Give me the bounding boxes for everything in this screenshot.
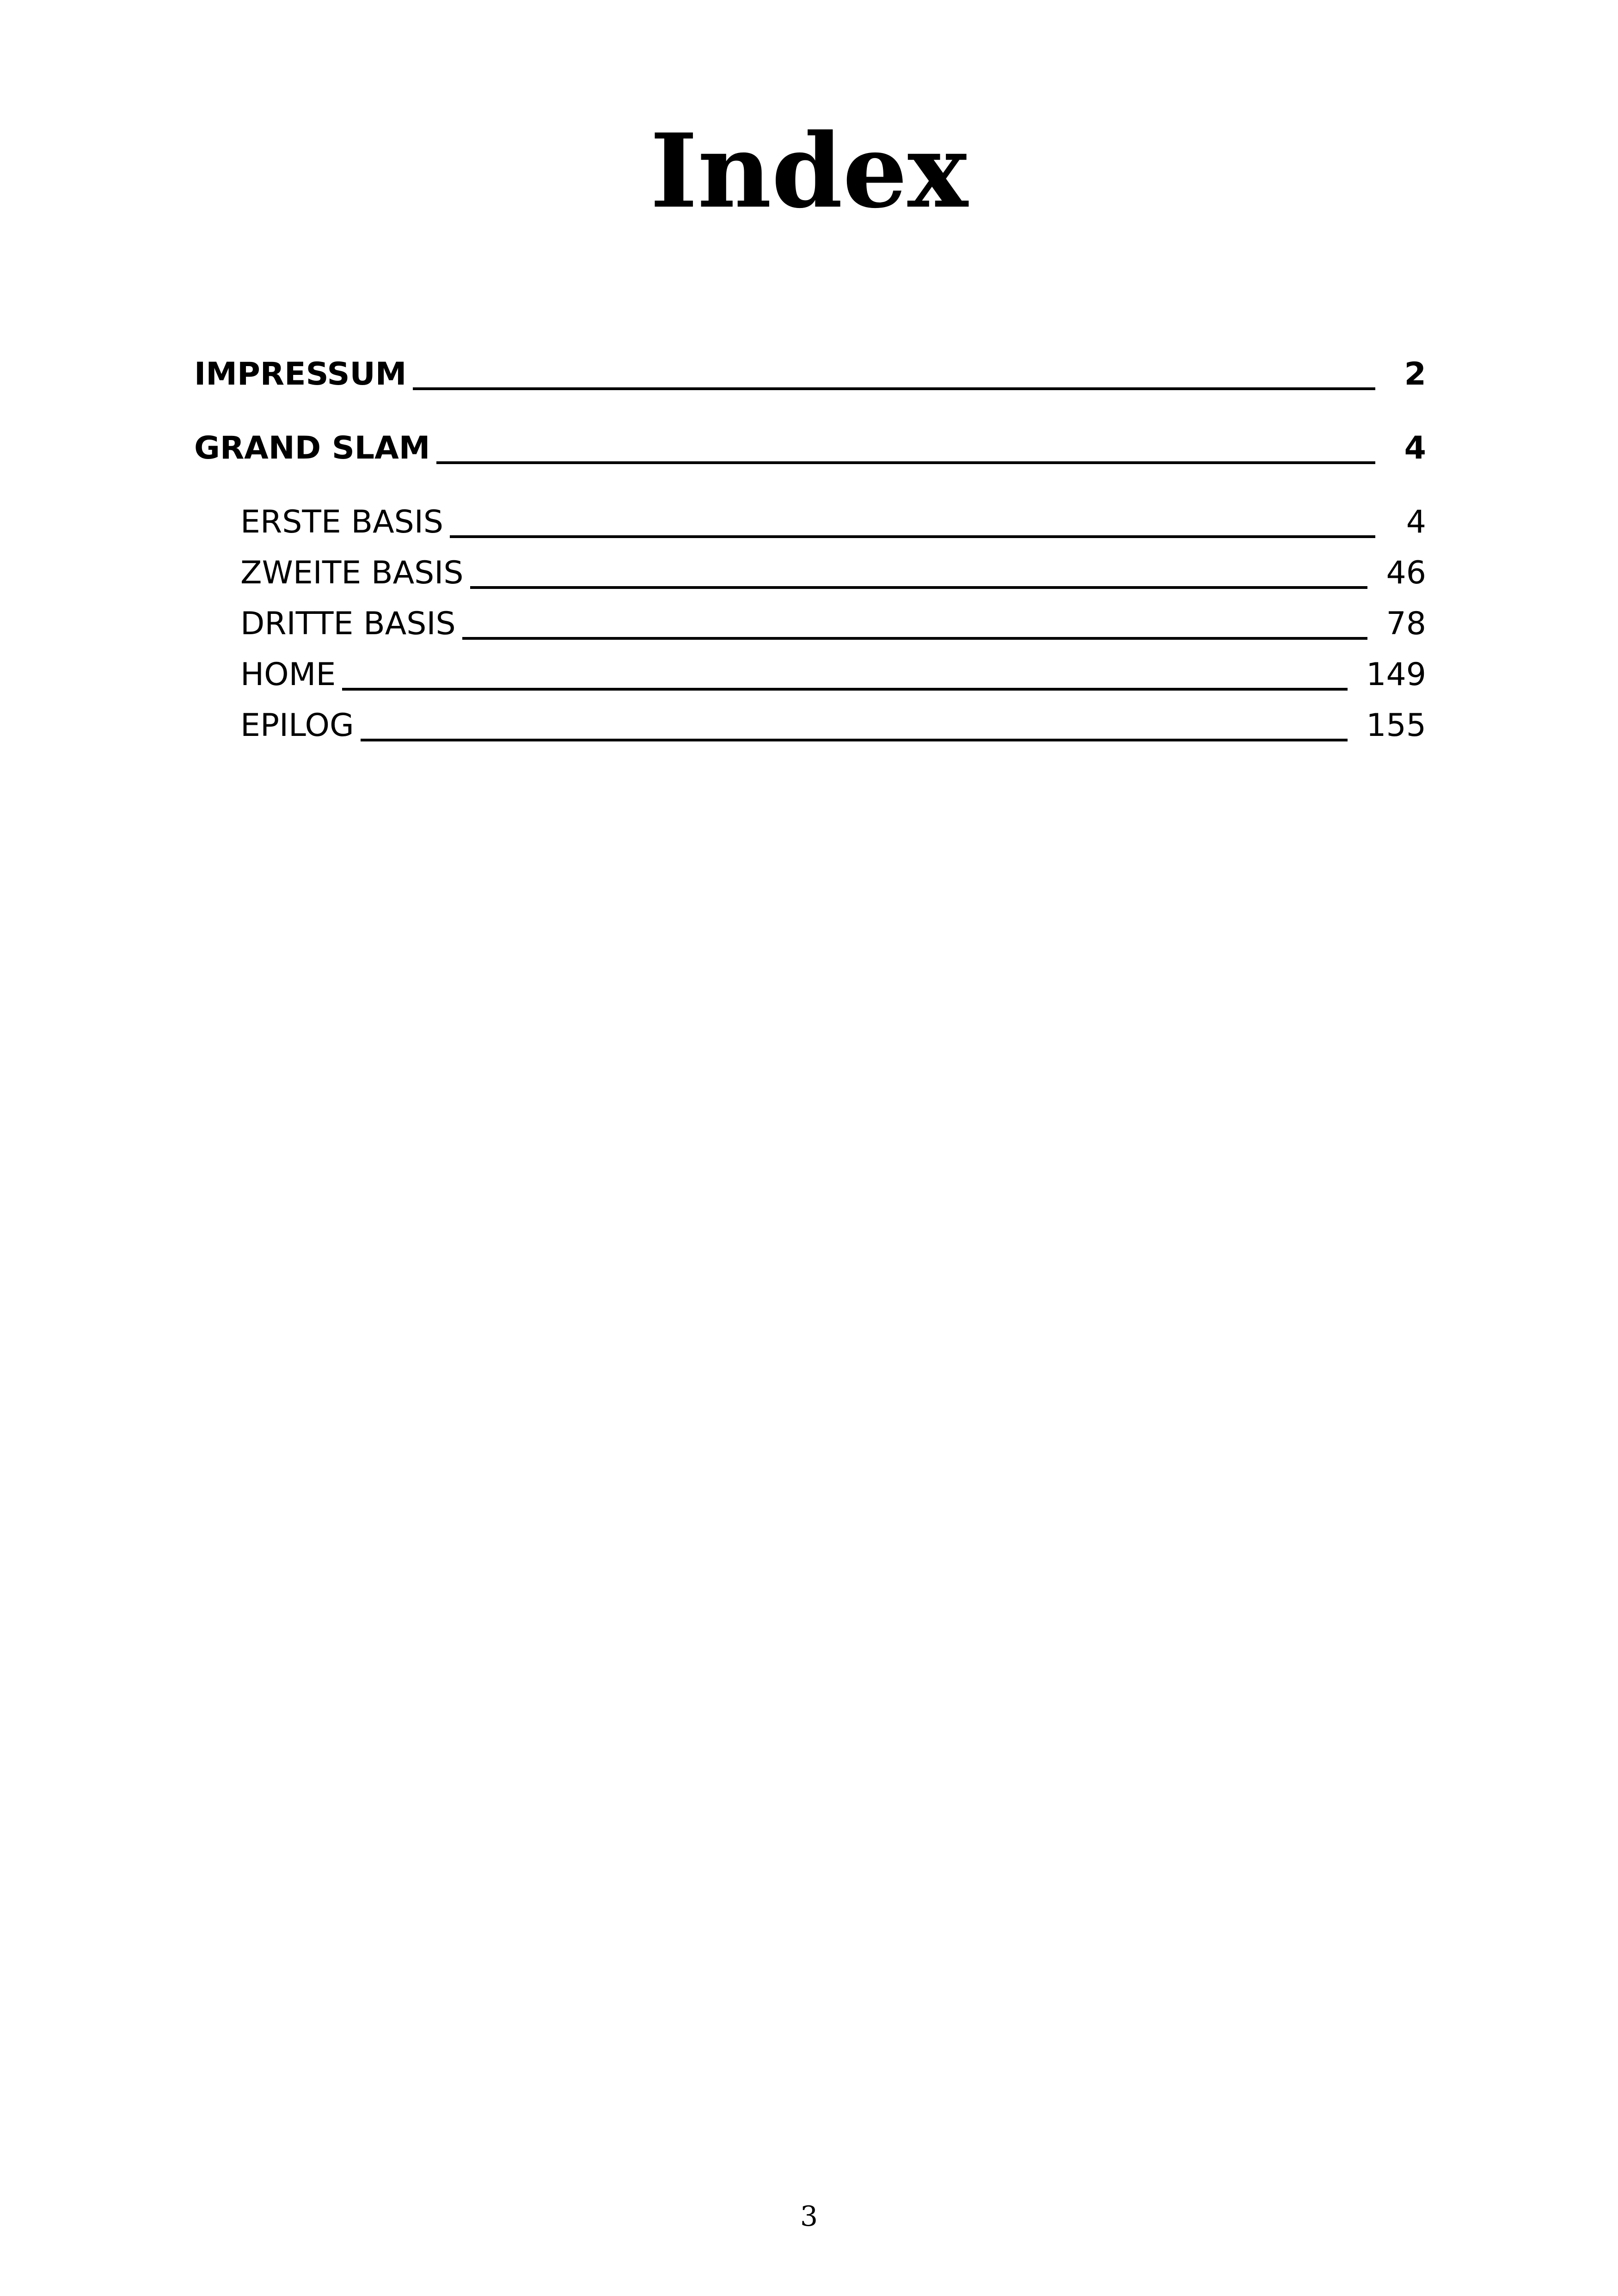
toc-entry-page: 155 [1366,707,1426,744]
toc-entry-zweite-basis[interactable] [194,555,1426,592]
toc-leader-line [413,387,1375,390]
page-title: Index [650,111,968,231]
toc-entry-label: ERSTE BASIS [240,504,444,540]
toc-entry-impressum[interactable] [194,356,1426,393]
toc-entry-label: GRAND SLAM [194,430,430,466]
toc-leader-line [470,586,1368,589]
toc-entry-page: 149 [1366,656,1426,693]
toc-entry-page: 4 [1406,504,1426,540]
toc-leader-line [450,535,1375,538]
toc-entry-label: ZWEITE BASIS [240,555,464,591]
table-of-contents [194,356,1426,744]
toc-leader-line [361,739,1348,741]
toc-entry-home[interactable] [194,656,1426,693]
toc-entry-page: 78 [1386,606,1426,642]
toc-entry-grand-slam[interactable] [194,430,1426,467]
toc-leader-line [436,461,1375,464]
toc-entry-label: HOME [240,656,336,693]
toc-entry-page: 2 [1404,356,1426,392]
toc-leader-line [462,637,1368,640]
toc-entry-page: 46 [1386,555,1426,591]
toc-entry-erste-basis[interactable] [194,504,1426,541]
toc-leader-line [342,688,1348,691]
toc-entry-label: EPILOG [240,707,354,744]
page-number: 3 [800,2200,818,2233]
toc-entry-page: 4 [1404,430,1426,466]
toc-entry-label: DRITTE BASIS [240,606,456,642]
toc-entry-label: IMPRESSUM [194,356,407,392]
toc-entry-epilog[interactable] [194,707,1426,744]
toc-entry-dritte-basis[interactable] [194,606,1426,643]
